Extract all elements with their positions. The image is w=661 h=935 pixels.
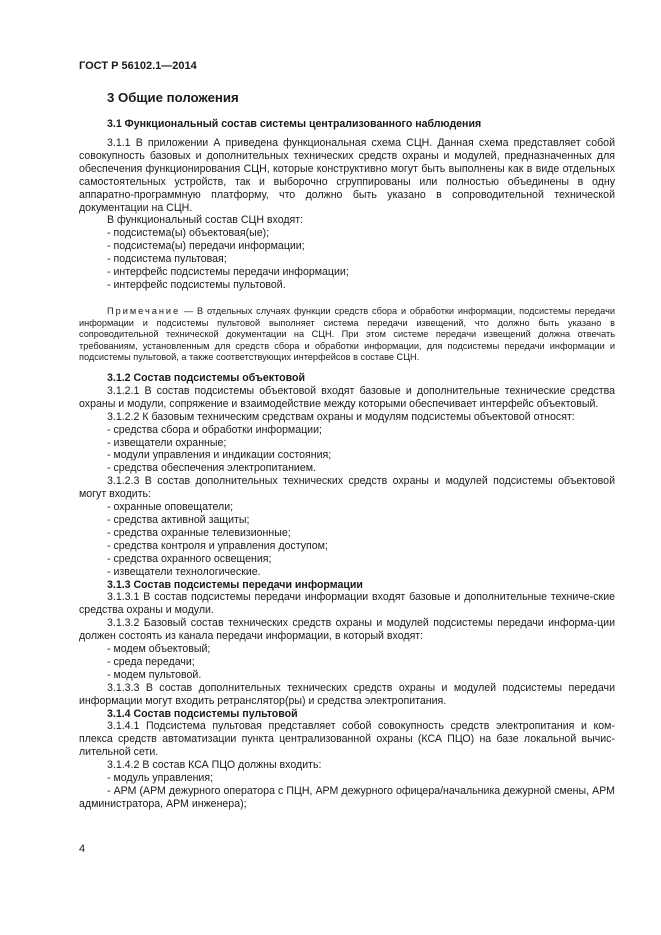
list-item: - подсистема(ы) передачи информации;: [107, 240, 305, 253]
list-item: - АРМ (АРМ дежурного оператора с ПЦН, АРМ дежурного офицера/начальника дежурной смены, АРМ администратора, АРМ инженера);: [79, 785, 615, 810]
section-title: 3 Общие положения: [107, 90, 239, 105]
page-number: 4: [79, 843, 86, 855]
subsection-title-3-1-2: 3.1.2 Состав подсистемы объектовой: [107, 372, 305, 384]
list-item: - подсистема(ы) объектовая(ые);: [107, 227, 270, 240]
paragraph-3-1-4-2: 3.1.4.2 В состав КСА ПЦО должны входить:: [107, 759, 322, 772]
list-item: - средства контроля и управления доступом;: [107, 539, 328, 552]
list-item: - средства сбора и обработки информации;: [107, 423, 322, 436]
list-item: - извещатели охранные;: [107, 436, 227, 449]
subsections: [79, 372, 615, 811]
note-dash: —: [180, 306, 198, 316]
list-item: - интерфейс подсистемы передачи информации;: [107, 266, 349, 279]
subsection-title-3-1: 3.1 Функциональный состав системы централизованного наблюдения: [107, 118, 482, 130]
list-item: - средства охранные телевизионные;: [107, 526, 291, 539]
list-item: - средства активной защиты;: [107, 513, 250, 526]
note: [79, 306, 615, 364]
paragraph-3-1-4-1: 3.1.4.1 Подсистема пультовая представляет собой совокупность средств электропитания и ком-плекса средств автоматизации пункта централизованной охраны (КСА ПЦО) на базе локальной вычис-лительной сети.: [79, 720, 615, 759]
subsection-title-3-1-3: 3.1.3 Состав подсистемы передачи информации: [107, 578, 363, 591]
list-item: - модем объектовый;: [107, 643, 211, 656]
list-item: - модуль управления;: [107, 772, 214, 785]
composition-intro: В функциональный состав СЦН входят:: [107, 214, 304, 227]
list-item: - среда передачи;: [107, 655, 195, 668]
list-item: - модули управления и индикации состояния;: [107, 449, 332, 462]
paragraph-3-1-2-2: 3.1.2.2 К базовым техническим средствам охраны и модулям подсистемы объектовой относят:: [107, 410, 575, 423]
note-label: Примечание: [107, 306, 181, 316]
list-item: - интерфейс подсистемы пультовой.: [107, 278, 286, 291]
list-item: - подсистема пультовая;: [107, 253, 227, 266]
paragraph-3-1-3-3: 3.1.3.3 В состав дополнительных технических средств охраны и модулей подсистемы передачи информации могут входить ретранслятор(ры) и средства электропитания.: [79, 681, 615, 707]
paragraph-3-1-2-1: 3.1.2.1 В состав подсистемы объектовой входят базовые и дополнительные технические средства охраны и модули, сопряжение и взаимодействие между которыми обеспечивает интерфейс объектовый.: [79, 384, 615, 410]
list-item: - извещатели технологические.: [107, 565, 261, 578]
standard-number: ГОСТ Р 56102.1—2014: [79, 60, 197, 72]
list-item: - охранные оповещатели;: [107, 501, 234, 514]
list-item: - модем пультовой.: [107, 668, 202, 681]
note-text: В отдельных случаях функции средств сбора и обработки информации, подсистемы передачи информации и подсистемы пультовой выполняет система передачи извещений, что должно быть указано в сопроводительной технической документации на СЦН. При этом системе передачи извещений должна отвечать требованиям, установленным для средств сбора и обработки информации, для подсистемы передачи информации и подсистемы пультовой, а также соответствующих интерфейсов в составе СЦН.: [79, 306, 615, 363]
paragraph-3-1-3-2: 3.1.3.2 Базовый состав технических средств охраны и модулей подсистемы передачи информа-ции должен состоять из канала передачи информации, в который входят:: [79, 617, 615, 643]
note-block: [79, 306, 615, 364]
section-3-1-1: [79, 137, 615, 292]
paragraph-3-1-2-3: 3.1.2.3 В состав дополнительных технических средств охраны и модулей подсистемы объектовой могут входить:: [79, 475, 615, 501]
list-item: - средства обеспечения электропитанием.: [107, 462, 316, 475]
paragraph-3-1-1: 3.1.1 В приложении А приведена функциональная схема СЦН. Данная схема представляет собой совокупность базовых и дополнительных технических средств охраны и модулей, предназначенных для обеспечения функционирования СЦН, которые конструктивно могут быть выполнены как в виде отдельных самостоятельных устройств, так и выборочно сгруппированы или полностью объединены в одну аппаратно-программную платформу, что должно быть указано в сопроводительной технической документации на СЦН.: [79, 137, 615, 214]
paragraph-3-1-3-1: 3.1.3.1 В состав подсистемы передачи информации входят базовые и дополнительные техниче-ские средства охраны и модули.: [79, 591, 615, 617]
list-item: - средства охранного освещения;: [107, 552, 272, 565]
composition-list: [79, 227, 615, 292]
subsection-title-3-1-4: 3.1.4 Состав подсистемы пультовой: [107, 707, 298, 720]
